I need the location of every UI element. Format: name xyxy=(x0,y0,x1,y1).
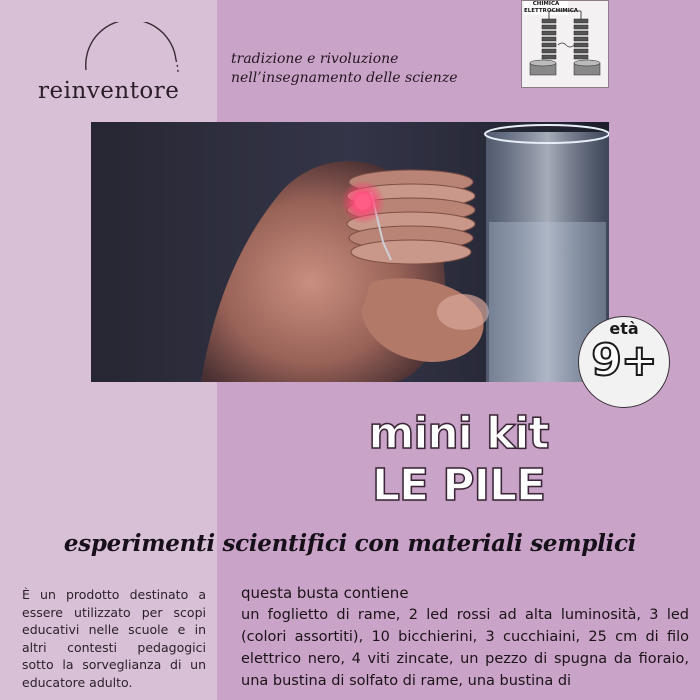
book-cover-image xyxy=(521,0,609,88)
book-title-line1: CHIMICA xyxy=(532,1,560,7)
age-badge xyxy=(578,316,670,408)
title-line2: LE PILE xyxy=(371,460,546,511)
battery-stack-illustration xyxy=(522,1,609,88)
contents-body: un foglietto di rame, 2 led rossi ad alta luminosità, 3 led (colori assortiti), 10 bicchierini, 3 cucchiaini, 25 cm di filo elettrico nero, 4 viti zincate, un pezzo di spugna da fioraio, una bustina di solfato di rame, una bustina di xyxy=(241,607,689,689)
brand-tagline xyxy=(231,50,457,88)
subtitle: esperimenti scientifici con materiali semplici xyxy=(63,530,637,557)
brand-name: reinventore xyxy=(38,78,180,104)
contents-heading: questa busta contiene xyxy=(241,584,409,602)
age-value: 9+ xyxy=(591,335,657,386)
title-line1: mini kit xyxy=(368,408,549,459)
brand-logo xyxy=(38,22,208,104)
tagline-line1: tradizione e rivoluzione xyxy=(231,51,399,67)
book-title-line2: ELETTROCHIMICA xyxy=(524,8,579,14)
tagline-line2: nell’insegnamento delle scienze xyxy=(231,70,458,86)
age-label: età xyxy=(609,319,639,338)
disclaimer-text: È un prodotto destinato a essere utilizzato per scopi educativi nelle scuole e in altri contesti pedagogici sotto la sorveglianza di un educatore adulto. xyxy=(22,587,206,690)
kit-photo xyxy=(91,122,609,382)
